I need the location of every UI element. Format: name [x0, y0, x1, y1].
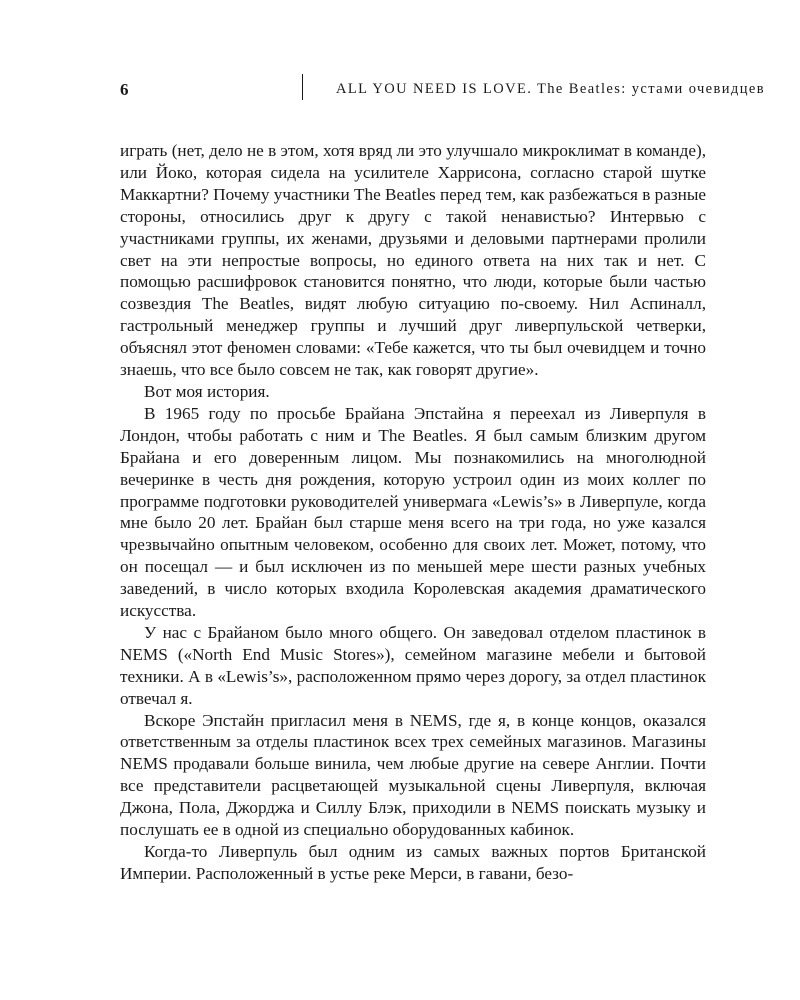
body-text: [120, 140, 706, 885]
paragraph: Когда-то Ливерпуль был одним из самых важных портов Британской Империи. Расположенный в устье реке Мерси, в гавани, безо-: [120, 842, 706, 883]
header-divider: [302, 74, 303, 100]
paragraph: У нас с Брайаном было много общего. Он заведовал отделом пластинок в NEMS («North End Music Stores»), семейном магазине мебели и бытовой техники. А в «Lewis’s», расположенном прямо через дорогу, за отдел пластинок отвечал я.: [120, 622, 706, 708]
page-number: 6: [120, 80, 129, 99]
paragraph: Вскоре Эпстайн пригласил меня в NEMS, где я, в конце концов, оказался ответственным за отделы пластинок всех трех семейных магазинов. Магазины NEMS продавали больше винила, чем любые другие на севере Англии. Почти все представители расцветающей музыкальной сцены Ливерпуля, включая Джона, Пола, Джорджа и Силлу Блэк, приходили в NEMS поискать музыку и послушать ее в одной из специально оборудованных кабинок.: [120, 710, 706, 840]
page-header: [120, 76, 765, 102]
running-title: ALL YOU NEED IS LOVE. The Beatles: устами очевидцев: [336, 81, 765, 97]
paragraph: В 1965 году по просьбе Брайана Эпстайна я переехал из Ливерпуля в Лондон, чтобы работать с ним и The Beatles. Я был самым близким другом Брайана и его доверенным лицом. Мы познакомились на многолюдной вечеринке в честь дня рождения, которую устроил один из моих коллег по программе подготовки руководителей универмага «Lewis’s» в Ливерпуле, когда мне было 20 лет. Брайан был старше меня всего на три года, но уже казался чрезвычайно опытным человеком, особенно для своих лет. Может, потому, что он посещал — и был исключен из по меньшей мере шести разных учебных заведений, в число которых входила Королевская академия драматического искусства.: [120, 403, 706, 621]
paragraph: Вот моя история.: [144, 381, 270, 401]
paragraph: играть (нет, дело не в этом, хотя вряд ли это улучшало микроклимат в команде), или Йоко, которая сидела на усилителе Харрисона, согласно старой шутке Маккартни? Почему участники The Beatles перед тем, как разбежаться в разные стороны, относились друг к другу с такой ненавистью? Интервью с участниками группы, их женами, друзьями и деловыми партнерами пролили свет на эти непростые вопросы, но единого ответа на них так и нет. С помощью расшифровок становится понятно, что люди, которые были частью созвездия The Beatles, видят любую ситуацию по-своему. Нил Аспиналл, гастрольный менеджер группы и лучший друг ливерпульской четверки, объяснял этот феномен словами: «Тебе кажется, что ты был очевидцем и точно знаешь, что все было совсем не так, как говорят другие».: [120, 141, 706, 380]
